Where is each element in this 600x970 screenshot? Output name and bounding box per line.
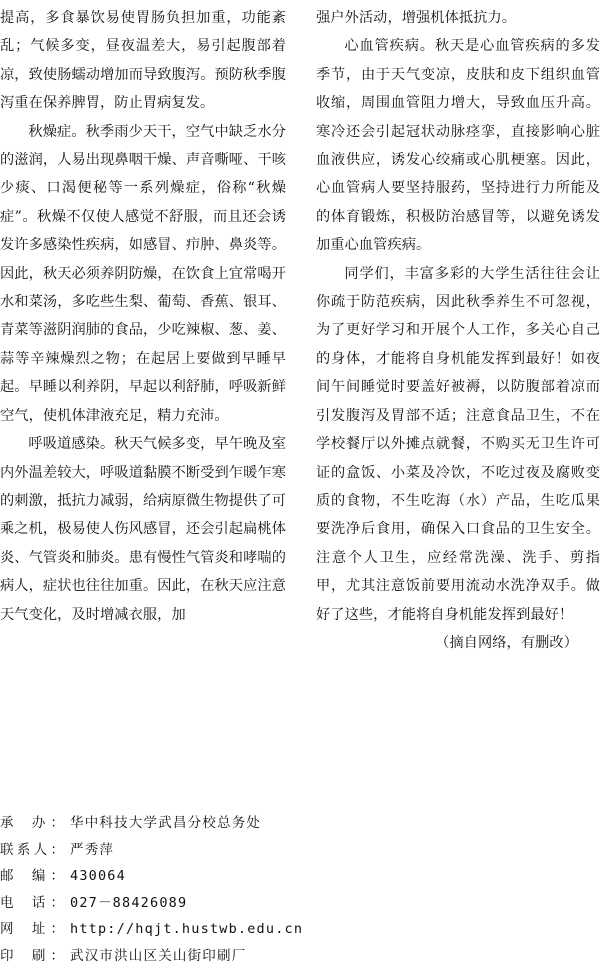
- footer-value: 严秀萍: [70, 841, 115, 858]
- footer-value: 武汉市洪山区关山街印刷厂: [70, 947, 247, 964]
- article-paragraph-advice: 同学们，丰富多彩的大学生活往往会让你疏于防范疾病，因此秋季养生不可忽视，为了更好学习和开展个人工作，多关心自己的身体，才能将自身机能发挥到最好！如夜间午间睡觉时要盖好被褥，以防腹部着凉而引发腹泻及胃部不适；注意食品卫生，不在学校餐厅以外摊点就餐，不购买无卫生许可证的盒饭、小菜及冷饮，不吃过夜及腐败变质的食物，不生吃海（水）产品，生吃瓜果要洗净后食用，确保入口食品的卫生安全。注意个人卫生，应经常洗澡、洗手、剪指甲，尤其注意饭前要用流动水洗净双手。做好了这些，才能将自身机能发挥到最好！: [316, 265, 600, 623]
- footer-label: 网 址：: [0, 921, 64, 938]
- footer-row-contact: [0, 837, 600, 864]
- article-paragraph: 强户外活动，增强机体抵抗力。: [316, 10, 517, 26]
- source-credit: （摘自网络，有删改）: [435, 634, 578, 651]
- footer-value: 430064: [70, 868, 126, 885]
- website-link[interactable]: http://hqjt.hustwb.edu.cn: [70, 921, 304, 938]
- footer-label: 联系人：: [0, 841, 64, 858]
- footer-value: 华中科技大学武昌分校总务处: [70, 815, 262, 831]
- article-paragraph: 提高，多食暴饮易使胃肠负担加重，功能紊乱；气候多变，昼夜温差大，易引起腹部着凉，致使肠蠕动增加而导致腹泻。预防秋季腹泻重在保养脾胃，防止胃病复发。: [0, 10, 286, 112]
- footer-label: 承 办：: [0, 815, 64, 831]
- footer-row-phone: [0, 890, 600, 917]
- footer-label: 电 话：: [0, 894, 64, 911]
- footer-row-organizer: [0, 810, 600, 837]
- footer-row-website: [0, 916, 600, 943]
- right-column: [316, 4, 600, 657]
- footer-label: 印 刷：: [0, 947, 64, 964]
- publication-info: [0, 810, 600, 970]
- footer-value: 027－88426089: [70, 894, 188, 911]
- left-column: [0, 4, 286, 629]
- footer-label: 邮 编：: [0, 868, 64, 885]
- article-paragraph-autumn-dryness: 秋燥症。秋季雨少天干，空气中缺乏水分的滋润，人易出现鼻咽干燥、声音嘶哑、干咳少痰、口渴便秘等一系列燥症，俗称“秋燥症”。秋燥不仅使人感觉不舒服，而且还会诱发许多感染性疾病，如感冒、疖肿、鼻炎等。因此，秋天必须养阴防燥，在饮食上宜常喝开水和菜汤，多吃些生梨、葡萄、香蕉、银耳、青菜等滋阴润肺的食品，少吃辣椒、葱、姜、蒜等辛辣燥烈之物；在起居上要做到早睡早起。早睡以利养阴，早起以利舒肺，呼吸新鲜空气，使机体津液充足，精力充沛。: [0, 123, 286, 424]
- footer-row-postcode: [0, 863, 600, 890]
- article-paragraph-respiratory-infection: 呼吸道感染。秋天气候多变，早午晚及室内外温差较大，呼吸道黏膜不断受到乍暖乍寒的刺激，抵抗力减弱，给病原微生物提供了可乘之机，极易使人伤风感冒，还会引起扁桃体炎、气管炎和肺炎。患有慢性气管炎和哮喘的病人，症状也往往加重。因此，在秋天应注意天气变化，及时增减衣服，加: [0, 436, 286, 623]
- article-paragraph-cardiovascular: 心血管疾病。秋天是心血管疾病的多发季节，由于天气变凉，皮肤和皮下组织血管收缩，周围血管阻力增大，导致血压升高。寒冷还会引起冠状动脉痉挛，直接影响心脏血液供应，诱发心绞痛或心肌梗塞。因此，心血管病人要坚持服药，坚持进行力所能及的体育锻炼，积极防治感冒等，以避免诱发加重心血管疾病。: [316, 38, 600, 254]
